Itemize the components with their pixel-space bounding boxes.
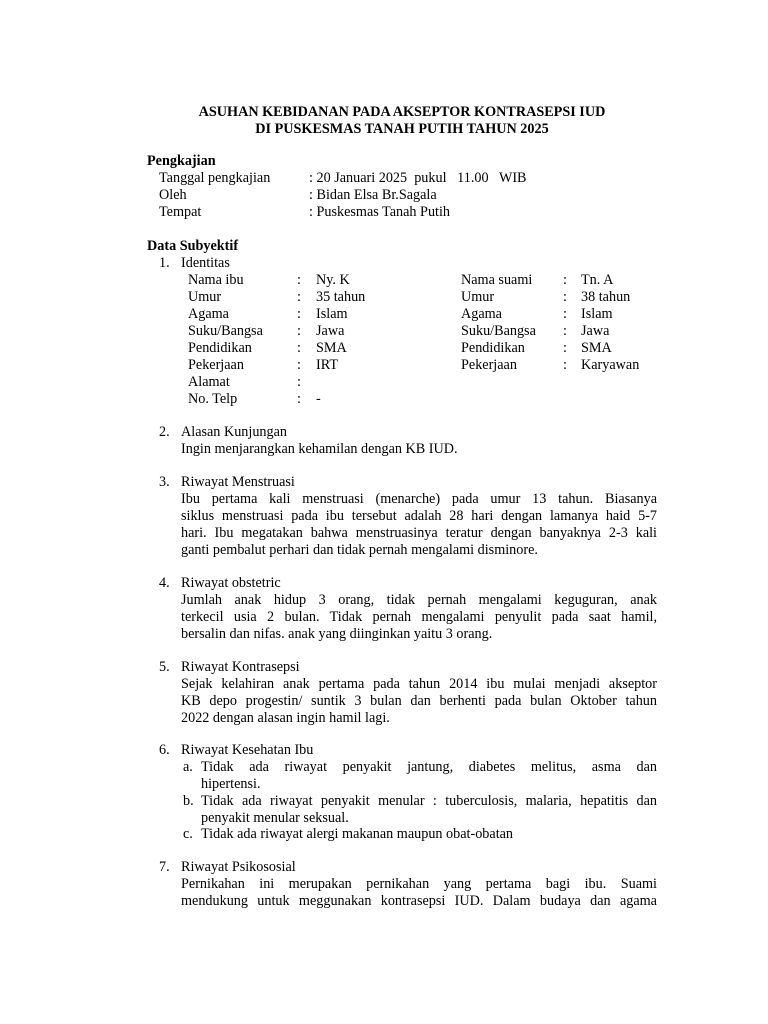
identitas-ibu-colon: : [297,306,301,322]
section-text: Pernikahan ini merupakan pernikahan yang pertama bagi ibu. Suami [181,876,657,892]
identitas-ibu-label: Pendidikan [188,340,252,356]
identitas-suami-value: Islam [581,306,613,322]
identitas-ibu-colon: : [297,272,301,288]
section-text: mendukung untuk meggunakan kontrasepsi IUD. Dalam budaya dan agama [181,893,657,909]
identitas-suami-label: Nama suami [461,272,533,288]
section-text: Jumlah anak hidup 3 orang, tidak pernah mengalami keguguran, anak [181,592,657,608]
list-number: 5. [159,659,170,675]
identitas-ibu-value: IRT [316,357,339,373]
section-text: Sejak kelahiran anak pertama pada tahun 2014 ibu mulai menjadi akseptor [181,676,657,692]
identitas-suami-colon: : [563,289,567,305]
section-title: Riwayat Kesehatan Ibu [181,742,314,758]
identitas-suami-colon: : [563,272,567,288]
list-number: 4. [159,575,170,591]
identitas-ibu-label: Agama [188,306,229,322]
section-text: hari. Ibu megatakan bahwa menstruasinya teratur dengan banyaknya 2-3 kali [181,525,657,541]
identitas-suami-label: Umur [461,289,495,305]
identitas-ibu-colon: : [297,340,301,356]
identitas-ibu-value: Islam [316,306,348,322]
list-number: 3. [159,474,170,490]
identitas-ibu-colon: : [297,391,301,407]
data-subyektif-heading: Data Subyektif [147,238,239,254]
sub-item-letter: c. [183,826,193,842]
identitas-ibu-label: Pekerjaan [188,357,244,373]
identitas-suami-colon: : [563,340,567,356]
identitas-ibu-value: Jawa [316,323,345,339]
section-title: Riwayat Psikososial [181,859,296,875]
sub-item-text: hipertensi. [201,776,261,792]
sub-item-text: Tidak ada riwayat penyakit jantung, diabetes melitus, asma dan [201,759,657,775]
pengkajian-heading: Pengkajian [147,153,216,169]
sub-item-text: penyakit menular seksual. [201,810,349,826]
identitas-suami-label: Pendidikan [461,340,525,356]
pengkajian-label: Tempat [159,204,202,220]
section-text: 2022 dengan alasan ingin hamil lagi. [181,710,390,726]
sub-item-letter: a. [183,759,193,775]
document-title-line-1: ASUHAN KEBIDANAN PADA AKSEPTOR KONTRASEPSI IUD [198,104,606,120]
section-text: siklus menstruasi pada ibu tersebut adalah 28 hari dengan lamanya haid 5-7 [181,508,657,524]
list-number: 1. [159,255,170,271]
section-text: KB depo progestin/ suntik 3 bulan dan berhenti pada bulan Oktober tahun [181,693,657,709]
identitas-suami-value: Tn. A [581,272,614,288]
section-title: Riwayat Kontrasepsi [181,659,300,675]
sub-item-letter: b. [183,793,194,809]
list-number: 7. [159,859,170,875]
list-number: 2. [159,424,170,440]
identitas-suami-value: Karyawan [581,357,640,373]
section-text: bersalin dan nifas. anak yang diinginkan yaitu 3 orang. [181,626,493,642]
section-title: Alasan Kunjungan [181,424,287,440]
pengkajian-label: Tanggal pengkajian [159,170,271,186]
sub-item-text: Tidak ada riwayat alergi makanan maupun obat-obatan [201,826,514,842]
identitas-ibu-value: SMA [316,340,347,356]
identitas-ibu-label: Alamat [188,374,230,390]
pengkajian-value: : Puskesmas Tanah Putih [309,204,451,220]
list-number: 6. [159,742,170,758]
section-title: Riwayat obstetric [181,575,281,591]
identitas-ibu-label: No. Telp [188,391,238,407]
identitas-suami-colon: : [563,357,567,373]
identitas-suami-colon: : [563,306,567,322]
identitas-ibu-colon: : [297,357,301,373]
section-text: ganti pembalut perhari dan tidak pernah mengalami disminore. [181,542,538,558]
identitas-suami-value: 38 tahun [581,289,631,305]
identitas-ibu-value: 35 tahun [316,289,366,305]
identitas-ibu-colon: : [297,289,301,305]
pengkajian-value: : 20 Januari 2025 pukul 11.00 WIB [309,170,527,186]
identitas-ibu-label: Suku/Bangsa [188,323,263,339]
document-title-line-2: DI PUSKESMAS TANAH PUTIH TAHUN 2025 [255,121,549,137]
section-title: Riwayat Menstruasi [181,474,295,490]
pengkajian-value: : Bidan Elsa Br.Sagala [309,187,437,203]
identitas-suami-value: Jawa [581,323,610,339]
identitas-suami-value: SMA [581,340,612,356]
section-text: terkecil usia 2 bulan. Tidak pernah mengalami penyulit pada saat hamil, [181,609,657,625]
identitas-ibu-value: Ny. K [316,272,350,288]
section-text: Ibu pertama kali menstruasi (menarche) pada umur 13 tahun. Biasanya [181,491,657,507]
sub-item-text: Tidak ada riwayat penyakit menular : tuberculosis, malaria, hepatitis dan [201,793,657,809]
identitas-suami-label: Suku/Bangsa [461,323,536,339]
identitas-title: Identitas [181,255,230,271]
section-text: Ingin menjarangkan kehamilan dengan KB IUD. [181,441,458,457]
identitas-ibu-colon: : [297,374,301,390]
pengkajian-label: Oleh [159,187,187,203]
identitas-ibu-value: - [316,391,321,407]
identitas-ibu-colon: : [297,323,301,339]
identitas-ibu-label: Nama ibu [188,272,244,288]
identitas-suami-colon: : [563,323,567,339]
identitas-suami-label: Pekerjaan [461,357,517,373]
identitas-suami-label: Agama [461,306,502,322]
identitas-ibu-label: Umur [188,289,222,305]
